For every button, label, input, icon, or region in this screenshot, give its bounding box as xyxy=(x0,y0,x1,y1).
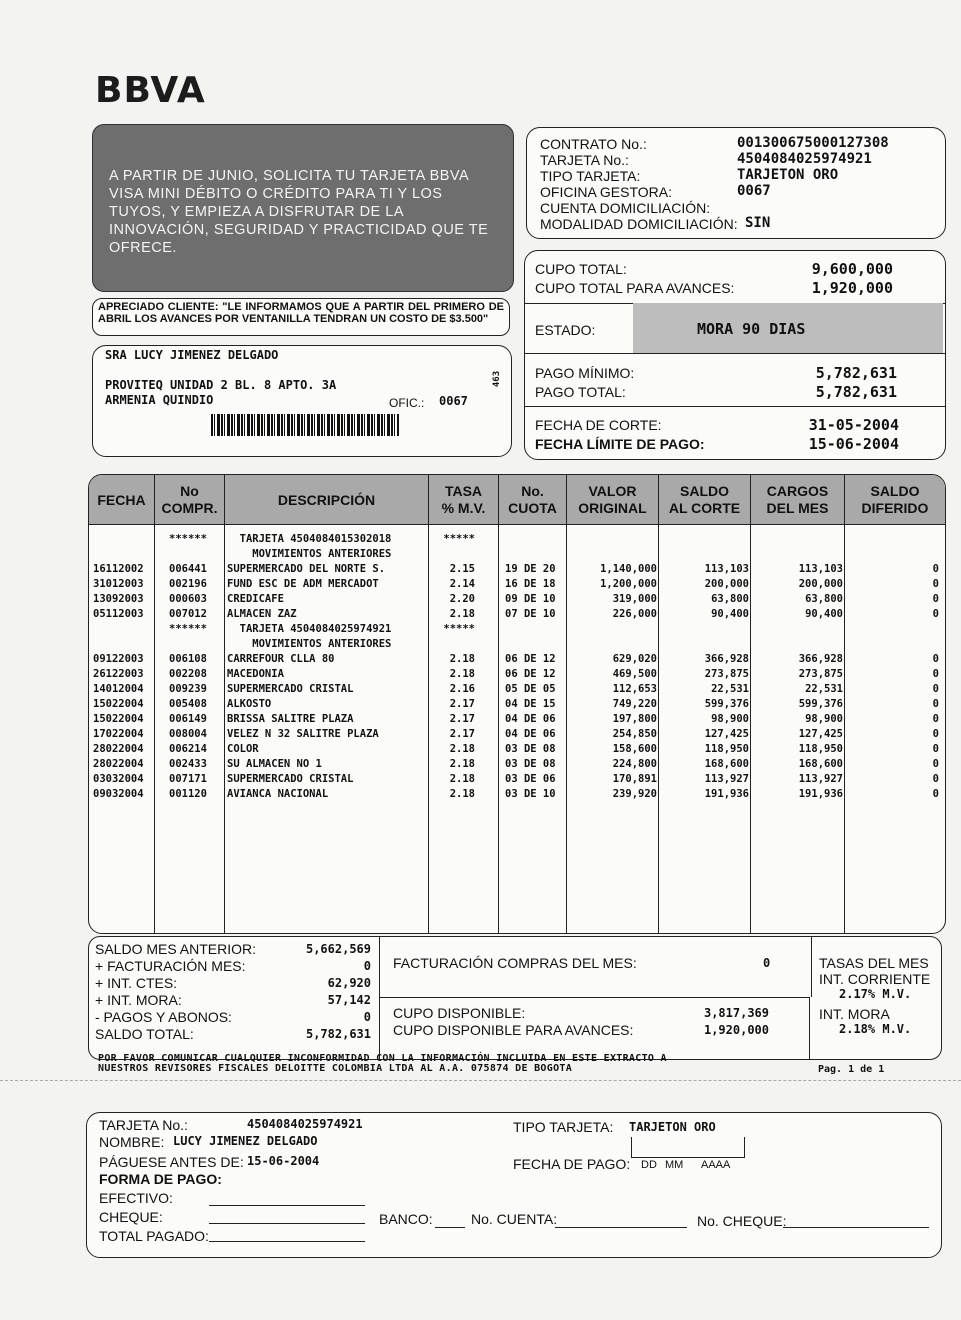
cell-no-compr: 006214 xyxy=(169,743,207,755)
cell-cargos-del-mes: 273,875 xyxy=(798,668,843,680)
tarjeta-value: 4504084025974921 xyxy=(737,151,872,167)
cell-fecha: 09122003 xyxy=(93,653,144,665)
side-code: 463 xyxy=(492,370,503,388)
cell-valor-original: 197,800 xyxy=(612,713,657,725)
cell-cargos-del-mes: 366,928 xyxy=(798,653,843,665)
table-row xyxy=(89,758,945,773)
cell-cargos-del-mes: 22,531 xyxy=(805,683,843,695)
footer-note: POR FAVOR COMUNICAR CUALQUIER INCONFORMIDAD CON LA INFORMACIÓN INCLUIDA EN ESTE EXTRACTO A NUESTROS REVISORES FISCALES DELOITTE COLOMBIA LTDA AL A.A. 075874 DE BOGOTA xyxy=(98,1053,667,1074)
promo-banner xyxy=(92,124,514,292)
pago-total-value: 5,782,631 xyxy=(815,383,897,401)
mm-label: MM xyxy=(665,1159,684,1171)
cell-fecha: 15022004 xyxy=(93,713,144,725)
pago-total-label: PAGO TOTAL: xyxy=(535,384,626,400)
table-row xyxy=(89,713,945,728)
cell-tasa: 2.18 xyxy=(449,653,475,665)
int-corriente-label: INT. CORRIENTE xyxy=(819,971,931,987)
table-row xyxy=(89,698,945,713)
cell-cuota: 03 DE 08 xyxy=(505,743,556,755)
cell-fecha: 14012004 xyxy=(93,683,144,695)
header-cuota: No. CUOTA xyxy=(499,475,567,525)
coupon-cheque-label: CHEQUE: xyxy=(99,1209,163,1225)
cell-tasa: 2.18 xyxy=(449,758,475,770)
cell-no-compr: 008004 xyxy=(169,728,207,740)
cell-tasa: 2.18 xyxy=(449,773,475,785)
cell-fecha: 13092003 xyxy=(93,593,144,605)
cell-no-compr: 001120 xyxy=(169,788,207,800)
cell-fecha: 26122003 xyxy=(93,668,144,680)
cell-saldo-al-corte: 90,400 xyxy=(711,608,749,620)
estado-value: MORA 90 DIAS xyxy=(697,320,806,338)
cell-fecha: 28022004 xyxy=(93,758,144,770)
table-row xyxy=(89,608,945,623)
cell-tasa: 2.17 xyxy=(449,728,475,740)
cell-saldo-diferido: 0 xyxy=(932,608,939,620)
cell-cargos-del-mes: 118,950 xyxy=(798,743,843,755)
cell-no-compr: 002208 xyxy=(169,668,207,680)
cupo-total-value: 9,600,000 xyxy=(811,260,893,278)
cell-descripcion: BRISSA SALITRE PLAZA xyxy=(227,713,354,725)
cell-fecha: 31012003 xyxy=(93,578,144,590)
cell-saldo-diferido: 0 xyxy=(932,563,939,575)
cell-cuota: 03 DE 10 xyxy=(505,788,556,800)
table-row xyxy=(89,653,945,668)
ofic-label: OFIC.: xyxy=(389,396,425,410)
cell-cuota: 03 DE 08 xyxy=(505,758,556,770)
cupo-disp-label: CUPO DISPONIBLE: xyxy=(393,1005,526,1021)
tear-line xyxy=(0,1080,961,1081)
coupon-nombre-label: NOMBRE: xyxy=(99,1134,165,1150)
modalidad-value: SIN xyxy=(745,215,771,231)
cell-descripcion: COLOR xyxy=(227,743,259,755)
table-row xyxy=(89,743,945,758)
cell-cuota: 06 DE 12 xyxy=(505,668,556,680)
cell-saldo-al-corte: 366,928 xyxy=(704,653,749,665)
contrato-value: 001300675000127308 xyxy=(737,135,889,151)
coupon-tipo-label: TIPO TARJETA: xyxy=(513,1119,614,1135)
efectivo-field[interactable] xyxy=(209,1205,365,1206)
cell-saldo-diferido: 0 xyxy=(932,668,939,680)
estado-label: ESTADO: xyxy=(535,322,596,338)
cell-no-compr: 006149 xyxy=(169,713,207,725)
header-fecha: FECHA xyxy=(89,475,155,525)
cell-no-compr: 009239 xyxy=(169,683,207,695)
summary-box xyxy=(88,936,942,1060)
cell-descripcion: MOVIMIENTOS ANTERIORES xyxy=(227,548,392,560)
cell-valor-original: 254,850 xyxy=(612,728,657,740)
table-row xyxy=(89,533,945,548)
table-row xyxy=(89,593,945,608)
cell-cargos-del-mes: 599,376 xyxy=(798,698,843,710)
int-corriente-value: 2.17% M.V. xyxy=(839,987,912,1001)
header-descripcion: DESCRIPCIÓN xyxy=(225,475,429,525)
cell-cuota: 16 DE 18 xyxy=(505,578,556,590)
cell-cuota: 07 DE 10 xyxy=(505,608,556,620)
cell-saldo-al-corte: 168,600 xyxy=(704,758,749,770)
table-row xyxy=(89,788,945,803)
cell-cargos-del-mes: 168,600 xyxy=(798,758,843,770)
tasas-label: TASAS DEL MES xyxy=(819,955,929,971)
customer-name: SRA LUCY JIMENEZ DELGADO xyxy=(105,348,279,362)
cupo-disp-value: 3,817,369 xyxy=(703,1006,769,1020)
total-pagado-field[interactable] xyxy=(209,1241,365,1242)
cell-no-compr: 007171 xyxy=(169,773,207,785)
int-ctes-label: + INT. CTES: xyxy=(95,975,178,991)
cell-saldo-diferido: 0 xyxy=(932,713,939,725)
cell-fecha: 09032004 xyxy=(93,788,144,800)
cell-saldo-al-corte: 599,376 xyxy=(704,698,749,710)
cell-saldo-al-corte: 127,425 xyxy=(704,728,749,740)
cell-descripcion: CARREFOUR CLLA 80 xyxy=(227,653,335,665)
cell-tasa: ***** xyxy=(443,623,475,635)
saldo-anterior-value: 5,662,569 xyxy=(305,942,371,956)
cell-cargos-del-mes: 98,900 xyxy=(805,713,843,725)
table-row xyxy=(89,773,945,788)
bbva-logo: BBVA xyxy=(95,70,206,111)
cell-cuota: 19 DE 20 xyxy=(505,563,556,575)
cell-saldo-diferido: 0 xyxy=(932,758,939,770)
cuenta-label: No. CUENTA: xyxy=(471,1211,558,1227)
cupo-disp-av-value: 1,920,000 xyxy=(703,1023,769,1037)
page-number: Pag. 1 de 1 xyxy=(818,1064,885,1075)
cell-descripcion: VELEZ N 32 SALITRE PLAZA xyxy=(227,728,379,740)
cell-tasa: 2.15 xyxy=(449,563,475,575)
coupon-paguese-value: 15-06-2004 xyxy=(247,1154,320,1168)
cell-descripcion: TARJETA 4504084025974921 xyxy=(227,623,392,635)
cell-valor-original: 170,891 xyxy=(612,773,657,785)
cell-cuota: 04 DE 15 xyxy=(505,698,556,710)
coupon-tarjeta-value: 4504084025974921 xyxy=(247,1117,363,1131)
transactions-table xyxy=(88,474,946,934)
modalidad-label: MODALIDAD DOMICILIACIÓN: xyxy=(540,216,738,232)
cheque-no-field[interactable] xyxy=(783,1227,929,1228)
account-box xyxy=(526,127,946,239)
table-row xyxy=(89,683,945,698)
saldo-anterior-label: SALDO MES ANTERIOR: xyxy=(95,941,257,957)
cell-cargos-del-mes: 200,000 xyxy=(798,578,843,590)
cell-descripcion: AVIANCA NACIONAL xyxy=(227,788,329,800)
cell-saldo-al-corte: 98,900 xyxy=(711,713,749,725)
ofic-value: 0067 xyxy=(439,394,468,408)
table-row xyxy=(89,578,945,593)
cell-fecha: 28022004 xyxy=(93,743,144,755)
fecha-limite-value: 15-06-2004 xyxy=(808,435,899,453)
cell-saldo-diferido: 0 xyxy=(932,788,939,800)
int-mora-label: + INT. MORA: xyxy=(95,992,182,1008)
cell-tasa: 2.18 xyxy=(449,608,475,620)
oficina-label: OFICINA GESTORA: xyxy=(540,184,672,200)
cell-cargos-del-mes: 191,936 xyxy=(798,788,843,800)
compras-label: FACTURACIÓN COMPRAS DEL MES: xyxy=(393,955,637,971)
cell-saldo-diferido: 0 xyxy=(932,593,939,605)
cell-saldo-diferido: 0 xyxy=(932,683,939,695)
cell-no-compr: 000603 xyxy=(169,593,207,605)
cell-cuota: 04 DE 06 xyxy=(505,728,556,740)
cell-saldo-al-corte: 22,531 xyxy=(711,683,749,695)
cell-descripcion: SUPERMERCADO CRISTAL xyxy=(227,683,354,695)
promo-text: A PARTIR DE JUNIO, SOLICITA TU TARJETA BBVA VISA MINI DÉBITO O CRÉDITO PARA TI Y LOS TUYOS, Y EMPIEZA A DISFRUTAR DE LA INNOVACIÓN, SEGURIDAD Y PRACTICIDAD QUE TE OFRECE. xyxy=(109,168,489,256)
coupon-tarjeta-label: TARJETA No.: xyxy=(99,1117,188,1133)
cell-descripcion: ALKOSTO xyxy=(227,698,272,710)
cuenta-field[interactable] xyxy=(555,1227,687,1228)
header-no-compr: No COMPR. xyxy=(155,475,225,525)
compras-row xyxy=(379,937,809,998)
cupo-avances-label: CUPO TOTAL PARA AVANCES: xyxy=(535,280,735,296)
fecha-corte-label: FECHA DE CORTE: xyxy=(535,417,662,433)
cell-no-compr: ****** xyxy=(169,623,207,635)
cell-fecha: 05112003 xyxy=(93,608,144,620)
cell-descripcion: ALMACEN ZAZ xyxy=(227,608,297,620)
cell-valor-original: 319,000 xyxy=(612,593,657,605)
tasas-area xyxy=(819,955,930,1036)
cell-fecha: 16112002 xyxy=(93,563,144,575)
cell-descripcion: SU ALMACEN NO 1 xyxy=(227,758,322,770)
banco-field[interactable] xyxy=(435,1227,465,1228)
cell-cargos-del-mes: 90,400 xyxy=(805,608,843,620)
address-line-2: ARMENIA QUINDIO xyxy=(105,393,214,407)
coupon-paguese-label: PÁGUESE ANTES DE: xyxy=(99,1154,244,1170)
tarjeta-label: TARJETA No.: xyxy=(540,152,629,168)
cell-cuota: 03 DE 06 xyxy=(505,773,556,785)
cell-no-compr: 006108 xyxy=(169,653,207,665)
cell-saldo-al-corte: 200,000 xyxy=(704,578,749,590)
cell-descripcion: TARJETA 4504084015302018 xyxy=(227,533,392,545)
header-cargos-del-mes: CARGOS DEL MES xyxy=(751,475,845,525)
cell-cuota: 04 DE 06 xyxy=(505,713,556,725)
cell-valor-original: 629,020 xyxy=(612,653,657,665)
int-mora-rate-label: INT. MORA xyxy=(819,1006,890,1022)
table-row xyxy=(89,548,945,563)
dd-label: DD xyxy=(641,1159,657,1171)
cell-valor-original: 112,653 xyxy=(612,683,657,695)
cuenta-label: CUENTA DOMICILIACIÓN: xyxy=(540,200,711,216)
pago-minimo-value: 5,782,631 xyxy=(815,364,897,382)
cell-cargos-del-mes: 127,425 xyxy=(798,728,843,740)
address-box xyxy=(92,345,512,457)
cell-cargos-del-mes: 113,103 xyxy=(798,563,843,575)
cell-tasa: 2.18 xyxy=(449,668,475,680)
fecha-limite-label: FECHA LÍMITE DE PAGO: xyxy=(535,436,705,452)
cell-cargos-del-mes: 63,800 xyxy=(805,593,843,605)
client-notice: APRECIADO CLIENTE: "LE INFORMAMOS QUE A PARTIR DEL PRIMERO DE ABRIL LOS AVANCES POR VENTANILLA TENDRAN UN COSTO DE $3.500" xyxy=(92,298,510,336)
cell-saldo-al-corte: 113,103 xyxy=(704,563,749,575)
compras-value: 0 xyxy=(763,956,771,970)
cell-no-compr: ****** xyxy=(169,533,207,545)
coupon-tipo-value: TARJETON ORO xyxy=(629,1120,716,1134)
cell-no-compr: 007012 xyxy=(169,608,207,620)
cell-cuota: 09 DE 10 xyxy=(505,593,556,605)
pago-minimo-label: PAGO MÍNIMO: xyxy=(535,365,635,381)
banco-label: BANCO: xyxy=(379,1211,433,1227)
cell-tasa: 2.16 xyxy=(449,683,475,695)
table-row xyxy=(89,623,945,638)
address-line-1: PROVITEQ UNIDAD 2 BL. 8 APTO. 3A xyxy=(105,378,337,392)
facturacion-value: 0 xyxy=(363,959,371,973)
payment-coupon xyxy=(86,1112,942,1258)
balance-column xyxy=(89,937,380,1059)
header-saldo-al-corte: SALDO AL CORTE xyxy=(659,475,751,525)
table-row xyxy=(89,638,945,653)
cell-valor-original: 239,920 xyxy=(612,788,657,800)
oficina-value: 0067 xyxy=(737,183,771,199)
cell-saldo-al-corte: 191,936 xyxy=(704,788,749,800)
contrato-label: CONTRATO No.: xyxy=(540,136,647,152)
pagos-label: - PAGOS Y ABONOS: xyxy=(95,1009,232,1025)
cell-valor-original: 1,140,000 xyxy=(600,563,657,575)
header-saldo-diferido: SALDO DIFERIDO xyxy=(845,475,945,525)
cell-tasa: ***** xyxy=(443,533,475,545)
cell-saldo-diferido: 0 xyxy=(932,728,939,740)
cell-tasa: 2.14 xyxy=(449,578,475,590)
cell-saldo-al-corte: 273,875 xyxy=(704,668,749,680)
cell-no-compr: 002433 xyxy=(169,758,207,770)
coupon-forma-label: FORMA DE PAGO: xyxy=(99,1171,222,1187)
cupo-disp-av-label: CUPO DISPONIBLE PARA AVANCES: xyxy=(393,1022,634,1038)
cell-descripcion: FUND ESC DE ADM MERCADOT xyxy=(227,578,379,590)
cell-descripcion: SUPERMERCADO DEL NORTE S. xyxy=(227,563,386,575)
cell-valor-original: 749,220 xyxy=(612,698,657,710)
cell-fecha: 15022004 xyxy=(93,698,144,710)
cell-cuota: 06 DE 12 xyxy=(505,653,556,665)
cell-valor-original: 224,800 xyxy=(612,758,657,770)
cell-cargos-del-mes: 113,927 xyxy=(798,773,843,785)
cell-cuota: 05 DE 05 xyxy=(505,683,556,695)
saldo-total-label: SALDO TOTAL: xyxy=(95,1026,194,1042)
cheque-no-label: No. CHEQUE: xyxy=(697,1213,787,1229)
fecha-pago-field[interactable] xyxy=(631,1137,745,1158)
header-valor-original: VALOR ORIGINAL xyxy=(567,475,659,525)
cheque-field[interactable] xyxy=(209,1223,365,1224)
int-mora-rate-value: 2.18% M.V. xyxy=(839,1022,912,1036)
aaaa-label: AAAA xyxy=(701,1159,731,1171)
cell-tasa: 2.17 xyxy=(449,698,475,710)
cupo-avances-value: 1,920,000 xyxy=(811,279,893,297)
cell-saldo-diferido: 0 xyxy=(932,773,939,785)
cell-fecha: 17022004 xyxy=(93,728,144,740)
cell-descripcion: CREDICAFE xyxy=(227,593,284,605)
cell-tasa: 2.18 xyxy=(449,788,475,800)
cell-no-compr: 006441 xyxy=(169,563,207,575)
cell-no-compr: 005408 xyxy=(169,698,207,710)
cupo-disponible-area xyxy=(379,997,810,1059)
table-row xyxy=(89,728,945,743)
cell-descripcion: MOVIMIENTOS ANTERIORES xyxy=(227,638,392,650)
tipo-label: TIPO TARJETA: xyxy=(540,168,641,184)
cell-fecha: 03032004 xyxy=(93,773,144,785)
coupon-total-label: TOTAL PAGADO: xyxy=(99,1228,209,1244)
cell-valor-original: 1,200,000 xyxy=(600,578,657,590)
cell-descripcion: MACEDONIA xyxy=(227,668,284,680)
tipo-value: TARJETON ORO xyxy=(737,167,839,183)
table-row xyxy=(89,563,945,578)
cell-saldo-diferido: 0 xyxy=(932,743,939,755)
int-ctes-value: 62,920 xyxy=(327,976,371,990)
saldo-total-value: 5,782,631 xyxy=(305,1027,371,1041)
header-tasa: TASA % M.V. xyxy=(429,475,499,525)
cell-tasa: 2.18 xyxy=(449,743,475,755)
barcode xyxy=(211,414,399,436)
cell-no-compr: 002196 xyxy=(169,578,207,590)
fecha-corte-value: 31-05-2004 xyxy=(808,416,899,434)
coupon-efectivo-label: EFECTIVO: xyxy=(99,1190,173,1206)
cell-tasa: 2.20 xyxy=(449,593,475,605)
cell-saldo-al-corte: 63,800 xyxy=(711,593,749,605)
table-row xyxy=(89,668,945,683)
cell-saldo-al-corte: 118,950 xyxy=(704,743,749,755)
coupon-fecha-pago-label: FECHA DE PAGO: xyxy=(513,1156,631,1172)
cell-valor-original: 226,000 xyxy=(612,608,657,620)
status-box xyxy=(524,250,946,460)
cell-descripcion: SUPERMERCADO CRISTAL xyxy=(227,773,354,785)
cell-valor-original: 158,600 xyxy=(612,743,657,755)
int-mora-value: 57,142 xyxy=(327,993,371,1007)
pagos-value: 0 xyxy=(363,1010,371,1024)
cell-saldo-al-corte: 113,927 xyxy=(704,773,749,785)
cell-saldo-diferido: 0 xyxy=(932,653,939,665)
coupon-nombre-value: LUCY JIMENEZ DELGADO xyxy=(173,1134,318,1148)
cell-tasa: 2.17 xyxy=(449,713,475,725)
cell-saldo-diferido: 0 xyxy=(932,578,939,590)
facturacion-label: + FACTURACIÓN MES: xyxy=(95,958,246,974)
cupo-total-label: CUPO TOTAL: xyxy=(535,261,627,277)
cell-valor-original: 469,500 xyxy=(612,668,657,680)
cell-saldo-diferido: 0 xyxy=(932,698,939,710)
